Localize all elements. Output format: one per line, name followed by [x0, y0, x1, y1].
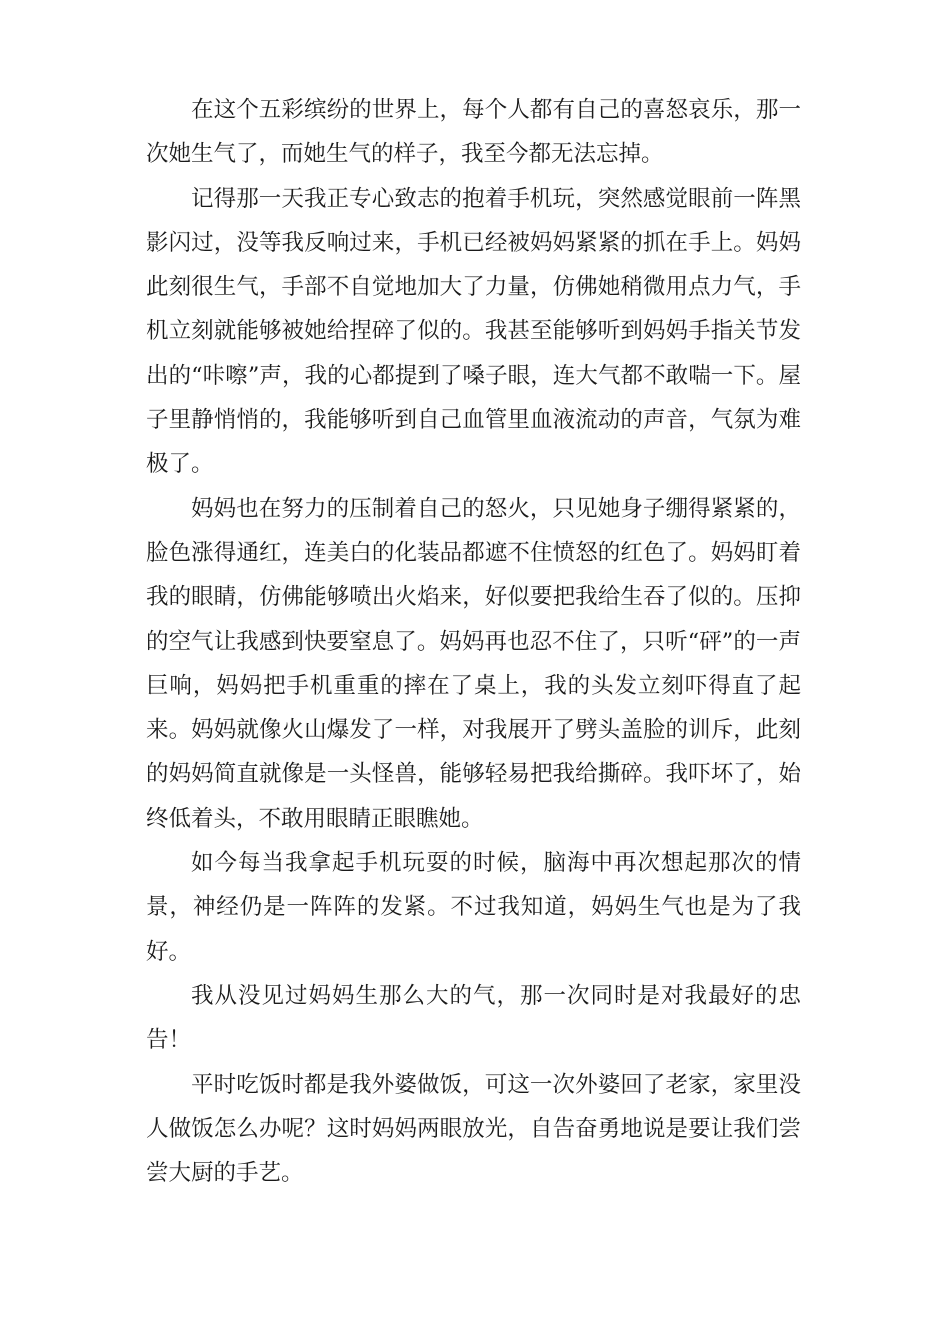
paragraph-4: 如今每当我拿起手机玩耍的时候，脑海中再次想起那次的情景，神经仍是一阵阵的发紧。不过我知道，妈妈生气也是为了我好。 [146, 850, 801, 965]
paragraph-1: 在这个五彩缤纷的世界上，每个人都有自己的喜怒哀乐，那一次她生气了，而她生气的样子，我至今都无法忘掉。 [146, 97, 801, 168]
paragraph-3: 妈妈也在努力的压制着自己的怒火，只见她身子绷得紧紧的，脸色涨得通红，连美白的化装品都遮不住愤怒的红色了。妈妈盯着我的眼睛，仿佛能够喷出火焰来，好似要把我给生吞了似的。压抑的空气让我感到快要窒息了。妈妈再也忍不住了，只听“砰”的一声巨响，妈妈把手机重重的摔在了桌上，我的头发立刻吓得直了起来。妈妈就像火山爆发了一样，对我展开了劈头盖脸的训斥，此刻的妈妈简直就像是一头怪兽，能够轻易把我给撕碎。我吓坏了，始终低着头，不敢用眼睛正眼瞧她。 [146, 495, 801, 832]
paragraph-6: 平时吃饭时都是我外婆做饭，可这一次外婆回了老家，家里没人做饭怎么办呢？这时妈妈两眼放光，自告奋勇地说是要让我们尝尝大厨的手艺。 [146, 1071, 801, 1187]
paragraph-2: 记得那一天我正专心致志的抱着手机玩，突然感觉眼前一阵黑影闪过，没等我反响过来，手机已经被妈妈紧紧的抓在手上。妈妈此刻很生气，手部不自觉地加大了力量，仿佛她稍微用点力气，手机立刻就能够被她给捏碎了似的。我甚至能够听到妈妈手指关节发出的“咔嚓”声，我的心都提到了嗓子眼，连大气都不敢喘一下。屋子里静悄悄的，我能够听到自己血管里血液流动的声音，气氛为难极了。 [146, 185, 801, 478]
paragraph-5: 我从没见过妈妈生那么大的气，那一次同时是对我最好的忠告！ [146, 982, 801, 1054]
article-body [146, 88, 801, 1195]
